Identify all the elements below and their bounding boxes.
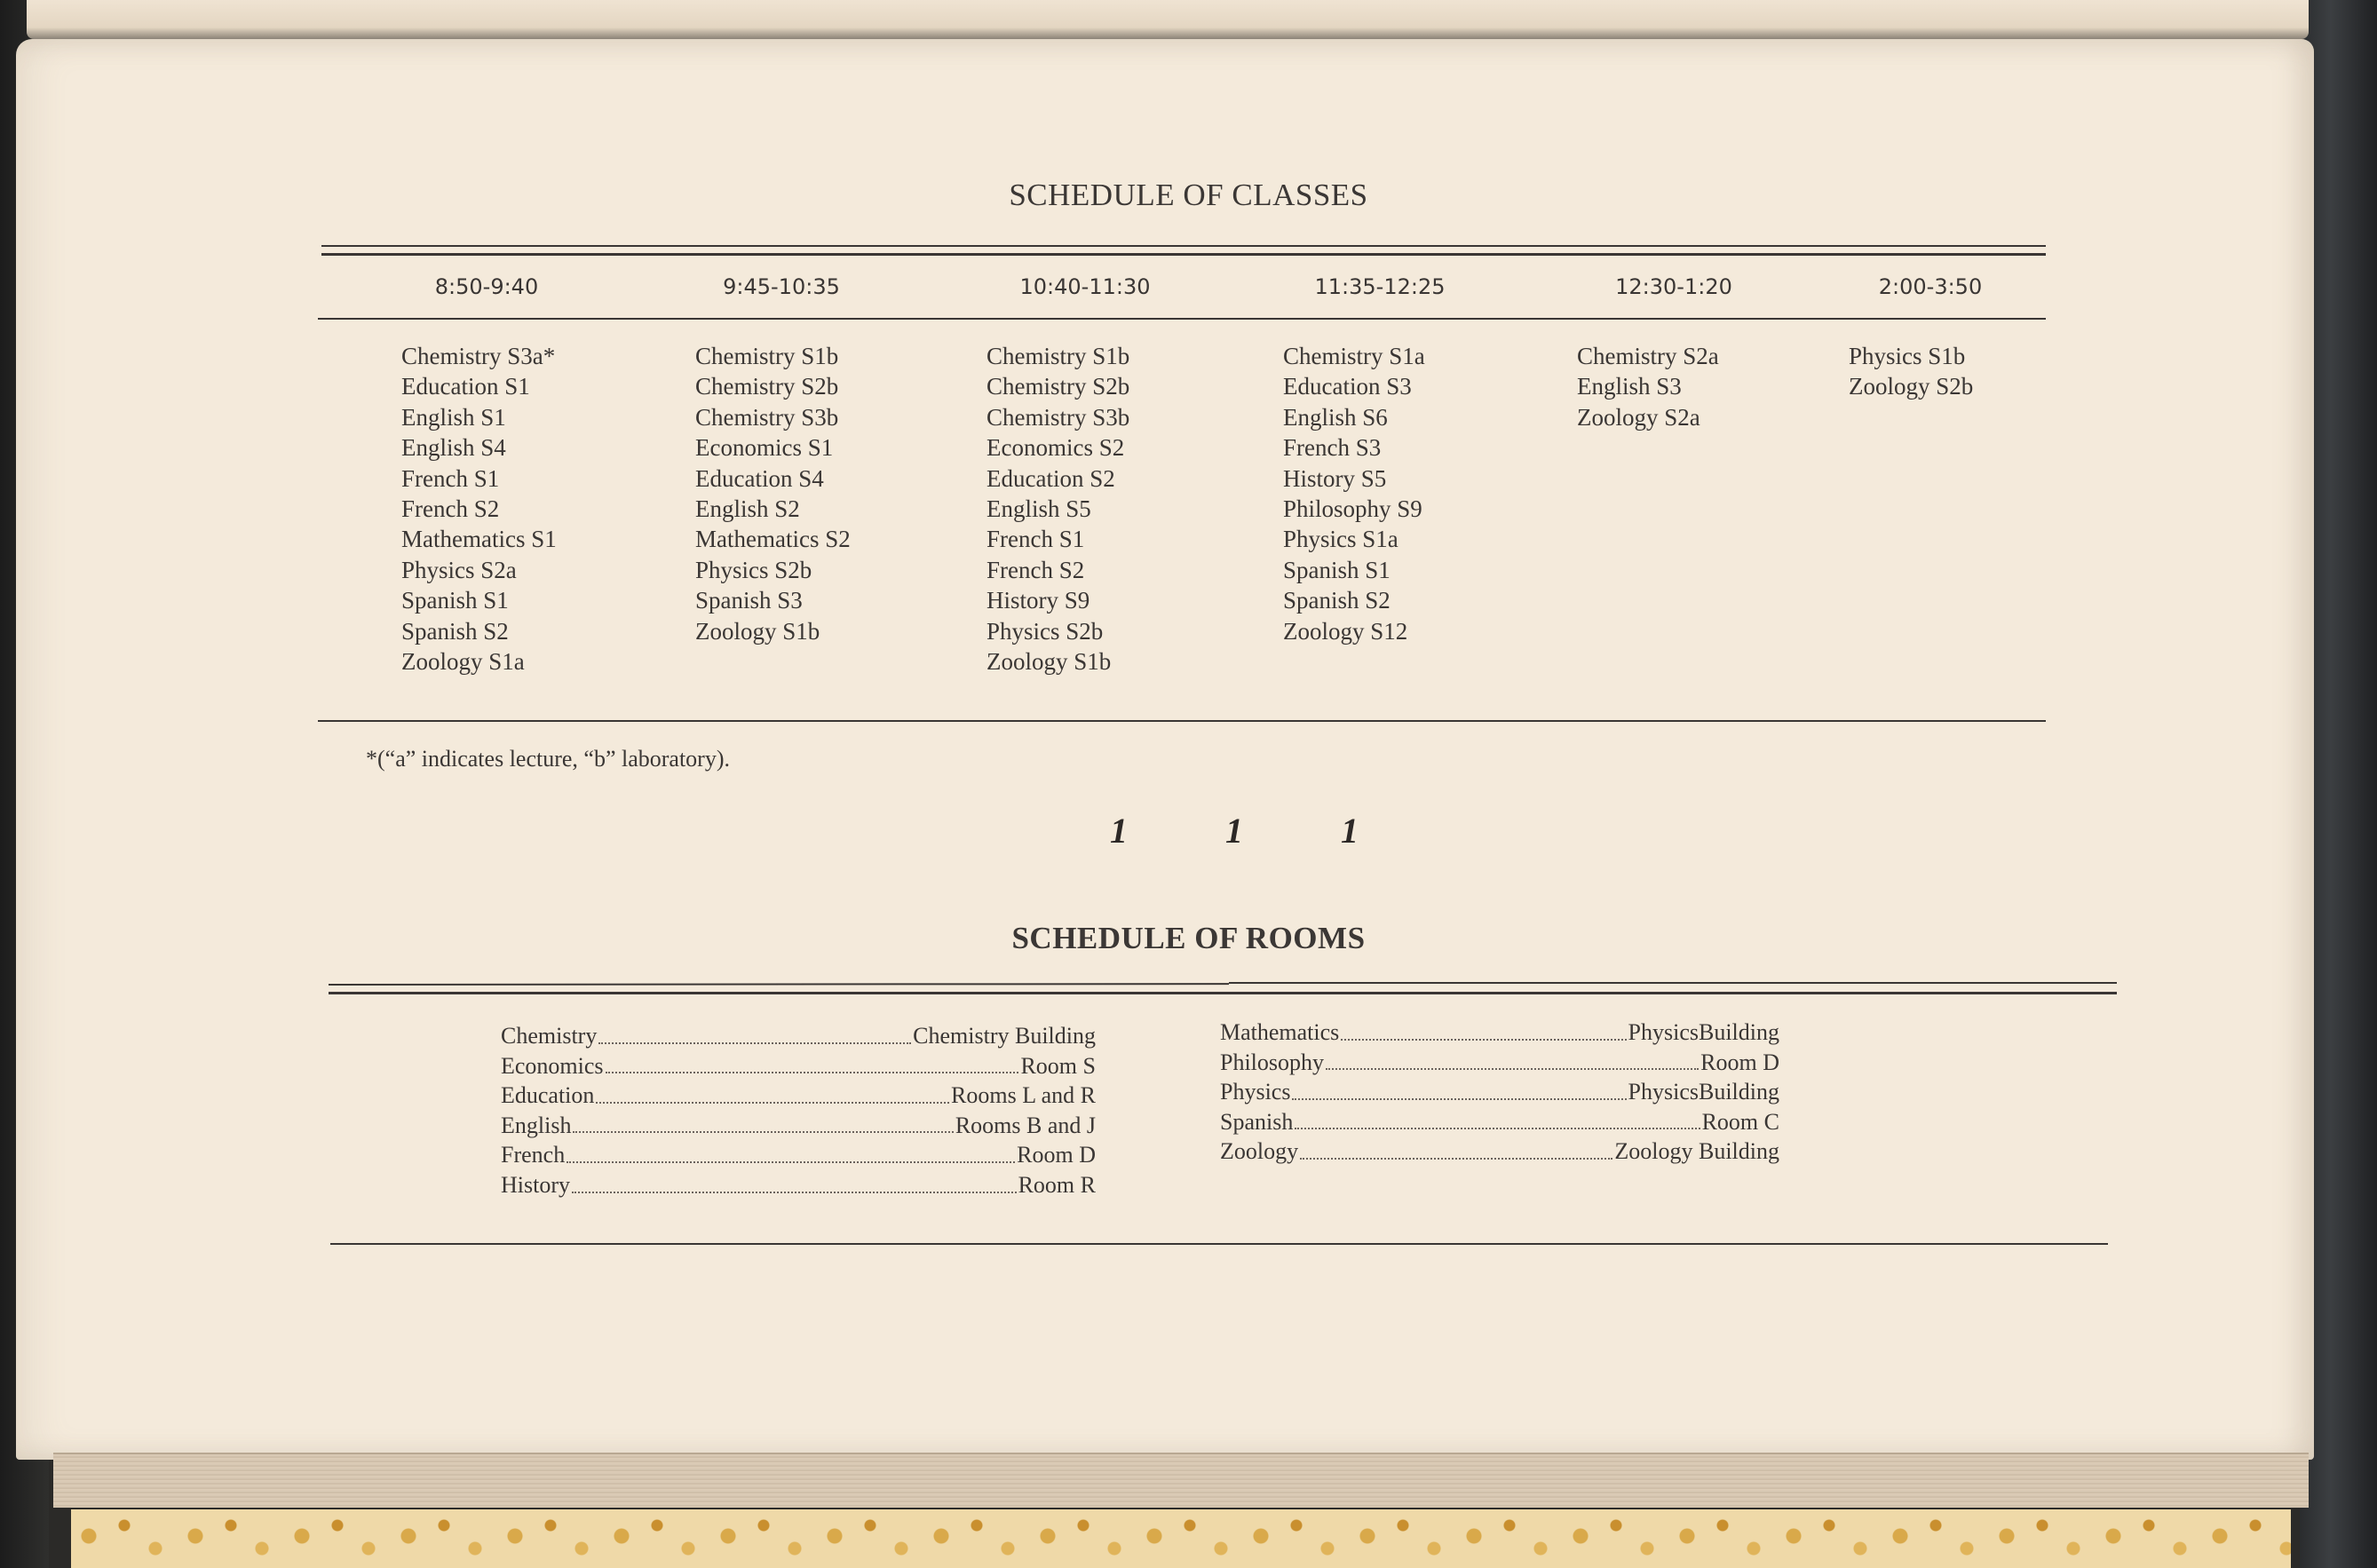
room-row [1220,1048,1779,1078]
time-header-5: 12:30-1:20 [1615,274,1732,299]
leader-dots [567,1140,1015,1163]
course-item: Spanish S2 [1283,587,1391,614]
rooms-top-rule-1b [1229,982,2117,984]
classes-bottom-rule [318,720,2046,722]
room-subject: Philosophy [1220,1049,1325,1075]
rooms-list-left [501,1021,1096,1200]
course-item: Physics S2b [695,556,812,583]
room-subject: Zoology [1220,1138,1299,1165]
course-item: Chemistry S3a* [401,343,556,369]
course-item: Chemistry S3b [986,403,1130,431]
course-item: Physics S2a [401,556,517,583]
course-item: Zoology S2b [1849,373,1974,400]
rooms-list-right [1220,1018,1779,1167]
room-subject: Spanish [1220,1108,1294,1135]
course-item: English S4 [401,434,506,462]
course-item: Chemistry S3b [695,403,839,431]
leader-dots [1326,1048,1699,1071]
course-item: Education S2 [986,464,1115,492]
course-item: Physics S1b [1849,343,1966,369]
leader-dots [1292,1077,1626,1100]
leader-dots [598,1021,911,1044]
course-item: French S3 [1283,434,1382,462]
course-item: Economics S1 [695,434,834,462]
course-item: Chemistry S2a [1577,343,1719,369]
course-item: English S1 [401,403,506,431]
course-item: Zoology S12 [1283,617,1408,645]
room-subject: French [501,1142,566,1168]
rooms-top-rule-2 [329,992,2117,994]
course-item: Chemistry S2b [986,373,1130,400]
time-header-2: 9:45-10:35 [723,274,840,299]
room-location: Room D [1700,1049,1779,1075]
time-header-6: 2:00-3:50 [1878,274,1983,299]
room-location: Room R [1018,1171,1096,1198]
rooms-bottom-rule [330,1243,2108,1245]
course-item: Physics S1a [1283,526,1398,553]
leader-dots [1295,1107,1700,1130]
time-header-4: 11:35-12:25 [1314,274,1446,299]
room-row [501,1081,1096,1111]
course-item: Chemistry S1b [986,343,1130,369]
room-location: Zoology Building [1614,1138,1779,1165]
room-subject: English [501,1112,572,1138]
leader-dots [573,1111,953,1134]
room-row [501,1111,1096,1141]
room-location: Room C [1701,1108,1779,1135]
course-item: Zoology S1b [695,617,820,645]
room-row [501,1140,1096,1170]
course-item: Zoology S1a [401,648,525,676]
room-row [1220,1107,1779,1137]
course-item: Philosophy S9 [1283,495,1422,523]
decorative-endpaper [71,1509,2291,1568]
classes-top-rule-2 [321,253,2046,256]
classes-header-rule [318,318,2046,320]
course-item: English S5 [986,495,1091,523]
room-location: PhysicsBuilding [1628,1079,1779,1105]
classes-top-rule-1 [321,245,2046,247]
course-item: English S3 [1577,373,1682,400]
room-row [501,1051,1096,1081]
room-location: Rooms L and R [951,1082,1096,1109]
course-column-6 [1849,341,1973,402]
room-subject: Education [501,1082,595,1109]
course-item: Chemistry S1b [695,343,839,369]
previous-page-edge [27,0,2309,39]
course-item: History S5 [1283,464,1387,492]
course-item: French S1 [401,464,500,492]
course-column-1 [401,341,557,677]
room-location: PhysicsBuilding [1628,1019,1779,1045]
course-item: Education S3 [1283,373,1412,400]
course-column-2 [695,341,851,646]
time-header-3: 10:40-11:30 [1019,274,1151,299]
time-header-1: 8:50-9:40 [434,274,539,299]
room-subject: History [501,1171,570,1198]
course-item: Chemistry S2b [695,373,839,400]
leader-dots [606,1051,1019,1074]
room-location: Rooms B and J [955,1112,1096,1138]
course-item: French S2 [401,495,500,523]
course-item: Mathematics S2 [695,526,851,553]
course-item: English S6 [1283,403,1388,431]
lecture-laboratory-footnote: *(“a” indicates lecture, “b” laboratory). [366,746,730,772]
course-item: Spanish S1 [401,587,509,614]
course-item: Zoology S2a [1577,403,1700,431]
room-row [501,1021,1096,1051]
course-item: Zoology S1b [986,648,1112,676]
schedule-of-classes-title: SCHEDULE OF CLASSES [1009,178,1368,212]
leader-dots [596,1081,949,1104]
course-column-5 [1577,341,1719,432]
course-item: Chemistry S1a [1283,343,1425,369]
course-item: Spanish S3 [695,587,803,614]
schedule-of-rooms-title: SCHEDULE OF ROOMS [1011,921,1366,955]
course-item: English S2 [695,495,800,523]
room-location: Room D [1017,1142,1096,1168]
course-column-4 [1283,341,1425,646]
room-row [501,1170,1096,1200]
course-item: Mathematics S1 [401,526,557,553]
course-item: Education S4 [695,464,824,492]
course-item: Education S1 [401,373,530,400]
course-item: Physics S2b [986,617,1104,645]
leader-dots [1300,1136,1612,1160]
room-row [1220,1077,1779,1107]
section-separator-marks: 1 1 1 [1110,811,1403,851]
leader-dots [572,1170,1017,1193]
leader-dots [1341,1018,1626,1041]
room-location: Chemistry Building [913,1023,1096,1049]
course-item: French S2 [986,556,1085,583]
course-item: Economics S2 [986,434,1125,462]
course-item: Spanish S2 [401,617,509,645]
room-row [1220,1136,1779,1167]
course-column-3 [986,341,1129,677]
page-stack-edges [53,1453,2309,1508]
book-page [16,39,2314,1460]
course-item: Spanish S1 [1283,556,1391,583]
room-location: Room S [1020,1052,1096,1079]
room-subject: Economics [501,1052,604,1079]
course-item: History S9 [986,587,1090,614]
room-row [1220,1018,1779,1048]
room-subject: Mathematics [1220,1019,1340,1045]
room-subject: Chemistry [501,1023,598,1049]
course-item: French S1 [986,526,1085,553]
room-subject: Physics [1220,1079,1291,1105]
